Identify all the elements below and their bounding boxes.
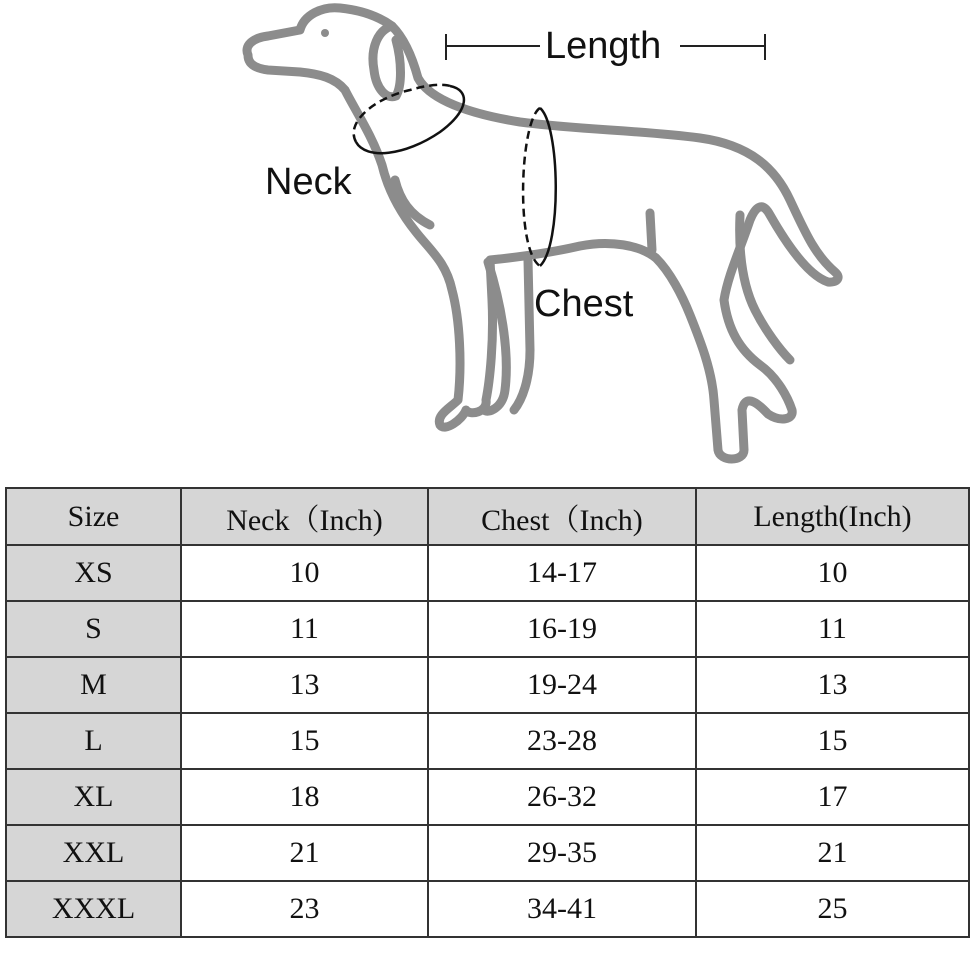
size-cell: XL <box>6 769 181 825</box>
table-header-row <box>6 488 969 545</box>
table-row <box>6 769 969 825</box>
chest-label: Chest <box>534 283 634 325</box>
size-chart-table <box>5 487 970 938</box>
neck-cell: 10 <box>181 545 428 601</box>
table-row <box>6 601 969 657</box>
chest-cell: 34-41 <box>428 881 696 937</box>
length-label: Length <box>545 25 662 67</box>
header-length: Length(Inch) <box>696 488 969 545</box>
header-neck: Neck（Inch) <box>181 488 428 545</box>
neck-cell: 13 <box>181 657 428 713</box>
length-cell: 10 <box>696 545 969 601</box>
table-row <box>6 657 969 713</box>
chest-cell: 19-24 <box>428 657 696 713</box>
neck-cell: 23 <box>181 881 428 937</box>
chest-measure-ellipse <box>523 108 556 266</box>
header-size: Size <box>6 488 181 545</box>
length-cell: 17 <box>696 769 969 825</box>
length-cell: 11 <box>696 601 969 657</box>
chest-cell: 26-32 <box>428 769 696 825</box>
length-cell: 25 <box>696 881 969 937</box>
dog-eye <box>321 29 329 37</box>
neck-cell: 15 <box>181 713 428 769</box>
size-cell: XXL <box>6 825 181 881</box>
size-cell: L <box>6 713 181 769</box>
chest-cell: 23-28 <box>428 713 696 769</box>
table-row <box>6 545 969 601</box>
size-cell: M <box>6 657 181 713</box>
chest-cell: 14-17 <box>428 545 696 601</box>
table-row <box>6 825 969 881</box>
size-cell: XXXL <box>6 881 181 937</box>
length-cell: 21 <box>696 825 969 881</box>
chest-cell: 29-35 <box>428 825 696 881</box>
size-cell: XS <box>6 545 181 601</box>
length-cell: 13 <box>696 657 969 713</box>
neck-cell: 18 <box>181 769 428 825</box>
neck-cell: 11 <box>181 601 428 657</box>
length-cell: 15 <box>696 713 969 769</box>
size-cell: S <box>6 601 181 657</box>
table-row <box>6 881 969 937</box>
dog-outline <box>247 8 838 459</box>
neck-cell: 21 <box>181 825 428 881</box>
table-row <box>6 713 969 769</box>
chest-cell: 16-19 <box>428 601 696 657</box>
neck-label: Neck <box>265 161 352 203</box>
header-chest: Chest（Inch) <box>428 488 696 545</box>
